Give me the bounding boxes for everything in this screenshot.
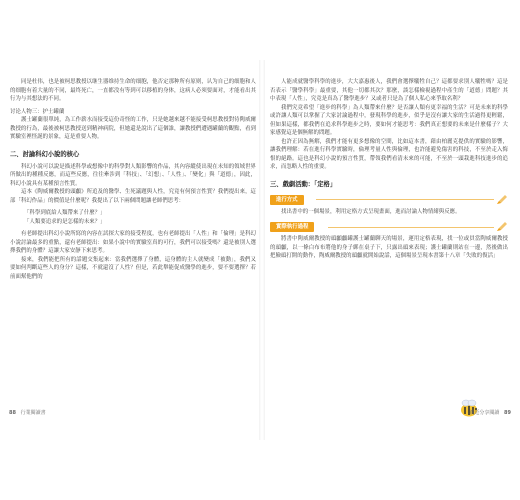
quote: 「科學到底給人類帶來了什麼？」 — [24, 210, 106, 216]
left-footer — [6, 410, 46, 416]
paragraph: 找出書中的一個場景，利用定格方式呈現畫面，進而討論人物情緒與反應。 — [281, 208, 461, 215]
page-number: 88 — [9, 410, 16, 416]
page-number: 89 — [504, 410, 511, 416]
paragraph: 也許正因為無解，我們才能有更多想像的空間，比如這本書，藉由柏麗克提供的實驗的影響，讓我們理解：若在進行科學實驗時，倫理考量人性與倫理，也許能避免傷害的科技，不至於走入悔恨的絕路。這也是科幻小說的預言性質，帶領我們看清未來的可能，不至於一頭栽進科技進步的追求，而忽略人性的重要。 — [270, 138, 508, 170]
paragraph: 接來，我們能把所有的話題交集起來：當我們選擇了身體，這身體的主人就變成「被動」，我們又要如何判斷這些人的身分？這樣，不就還沒了人性？但是，若此舉能促成醫學的進步，要不要選擇？若前面幫他們的 — [10, 256, 256, 280]
pencil-icon — [496, 195, 508, 205]
paragraph: 護士罐蘭很單純，為工作薪水而接受這份奇怪的工作，只是她越來越不能接受柯思教授對待陶威爾教授的行為，最後被柯思教授送到精神病院，但她還是說出了這個誰，讓教授們遭遇罐蘭的觀點，看到實驗室裡怪誕的景象，這是重要人物。 — [10, 117, 256, 140]
paragraph: 我們究竟希望「進步的科學」為人類帶來什麼？是否讓人類有更幸福的生活？可是未來的科學或許讓人類可以掌握了大家討論過程中，發現科學的進步，似乎是沒有讓大家的生活過得更輕鬆，但如果這樣，都我們在追求科學進步之時，要如何才能思考：我們真正想要的未來是什麼樣子？大家感覺這是個無解的問題。 — [270, 104, 508, 136]
paragraph: 同是杜伟，也是被柯思教授以继生器维持生命的细胞，他否定那种所有原则，认为自己的细胞和人的细胞有着大量的不同，最终死亡，一直都没有等到可以移植的身体，这病人必须要面对，才能看出其行为与其想法的不同。 — [10, 79, 256, 102]
right-page — [270, 78, 508, 416]
pencil-icon — [496, 222, 508, 232]
running-title: 親近分享閱讀 — [469, 410, 500, 416]
section-heading: 三、戲劇活動：「定格」 — [270, 180, 337, 188]
tag-rule — [328, 227, 494, 228]
paragraph: 將書中陶威爾教授的頭顱顱罐護士罐蘭聊天的場景，運用定格表現，找一位或員當陶威爾教授的頭顱，以一條白布布將他的身子綁在桌子下，只露出頭來表現；護士罐蘭則站在一邊，然後做出把臉頭打開的動作，陶威爾教授的頭顱就開始說話，這個場景呈現本書第十八章「失敗的復活」 — [270, 236, 508, 259]
discussion-heading: 讨论人物三：护士罐蘭 — [10, 108, 65, 115]
tag-rule — [316, 199, 494, 200]
quote: 「人類要追求的是怎樣的未來？」 — [24, 218, 106, 225]
method-tag — [270, 195, 508, 205]
paragraph: 人能成就醫學科學的進步，大大嘉惠後人，我們會選擇犧牲自己？這都要求別人犧牲嗎？這是否表示「醫學科學」最重要，其他一切都其次？那麼，談怎樣檢視過程中產生的「道德」問題？其中表現「人性」，究竟是真為了醫學進步？又或者只是為了個人私心來爭取名利？ — [270, 79, 508, 102]
process-label: 實際執行過程 — [270, 222, 314, 232]
paragraph: 有老師提出科幻小說所寫的內容在試探大家的接受程度，也有老師提出「人性」和「倫理」是科幻小說討論最多的重點，還有老師提出：如果小說中的實驗室真的可行，我們可以接受嗎？還是被別人選擇我們的身體？這讓大家安靜下來思考。 — [10, 231, 256, 254]
book-gutter — [259, 60, 265, 440]
left-page — [10, 78, 256, 416]
right-footer — [469, 410, 514, 416]
process-tag — [270, 222, 508, 232]
paragraph: 科幻小說可以說是描述科學或想像中的科學對人類影響的作品，其內容縱使出現在未知的領域世界所做出的種種反應，而這些反應，往往牽涉到「科技」、「幻想」、「人性」、「變化」與「道德」，因此，科幻小說具有某種預言性質。 — [10, 163, 256, 187]
running-title: 行業閱讀書 — [20, 410, 46, 416]
section-heading: 二、討論科幻小說的核心 — [10, 150, 80, 158]
paragraph: 這本《陶威爾教授的頭顱》所追及的醫學、生死議題與人性，究竟有何預言性質？我們提出來，這部「科幻作品」的價值是什麼呢？我提出了以下兩個問題讓老師們思考： — [10, 189, 256, 204]
method-label: 進行方式 — [270, 195, 304, 205]
